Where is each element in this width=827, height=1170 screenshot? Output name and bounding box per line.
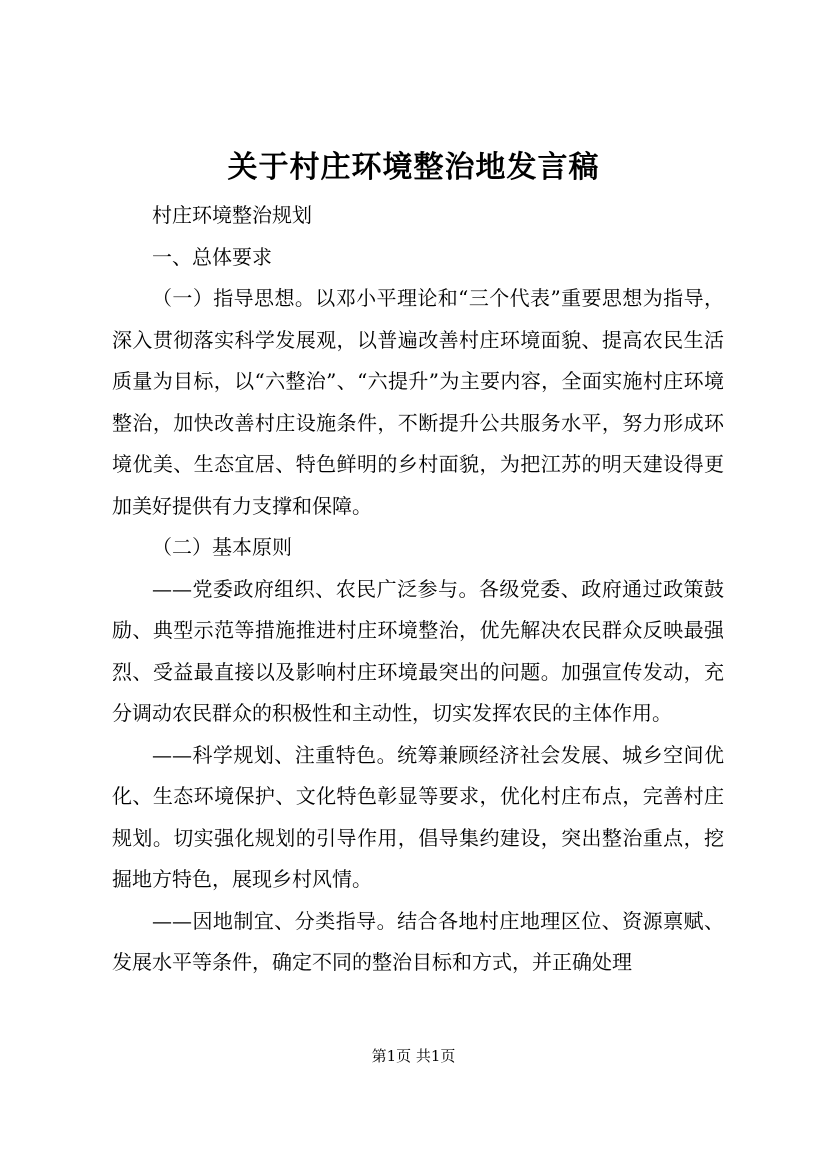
page-footer: 第1页 共1页 xyxy=(371,1047,456,1065)
paragraph-principle-planning: ——科学规划、注重特色。统筹兼顾经济社会发展、城乡空间优化、生态环境保护、文化特色彰显等要求，优化村庄布点，完善村庄规划。切实强化规划的引导作用，倡导集约建设，突出整治重点，挖掘地方特色，展现乡村风情。 xyxy=(112,742,724,891)
paragraph-principle-participation: ——党委政府组织、农民广泛参与。各级党委、政府通过政策鼓励、典型示范等措施推进村庄环境整治，优先解决农民群众反映最强烈、受益最直接以及影响村庄环境最突出的问题。加强宣传发动，充分调动农民群众的积极性和主动性，切实发挥农民的主体作用。 xyxy=(112,576,724,725)
paragraph-principle-local-conditions: ——因地制宜、分类指导。结合各地村庄地理区位、资源禀赋、发展水平等条件，确定不同的整治目标和方式，并正确处理 xyxy=(112,908,724,974)
paragraph-section-heading: 一、总体要求 xyxy=(152,244,272,269)
paragraph-plan-title: 村庄环境整治规划 xyxy=(152,203,312,227)
paragraph-basic-principles-heading: （二）基本原则 xyxy=(152,535,292,559)
document-title: 关于村庄环境整治地发言稿 xyxy=(227,150,600,185)
paragraph-guiding-ideology: （一）指导思想。以邓小平理论和“三个代表”重要思想为指导，深入贯彻落实科学发展观，以普遍改善村庄环境面貌、提高农民生活质量为目标，以“六整治”、“六提升”为主要内容，全面实施村庄环境整治，加快改善村庄设施条件，不断提升公共服务水平，努力形成环境优美、生态宜居、特色鲜明的乡村面貌，为把江苏的明天建设得更加美好提供有力支撑和保障。 xyxy=(112,286,724,518)
document-body xyxy=(112,195,724,984)
